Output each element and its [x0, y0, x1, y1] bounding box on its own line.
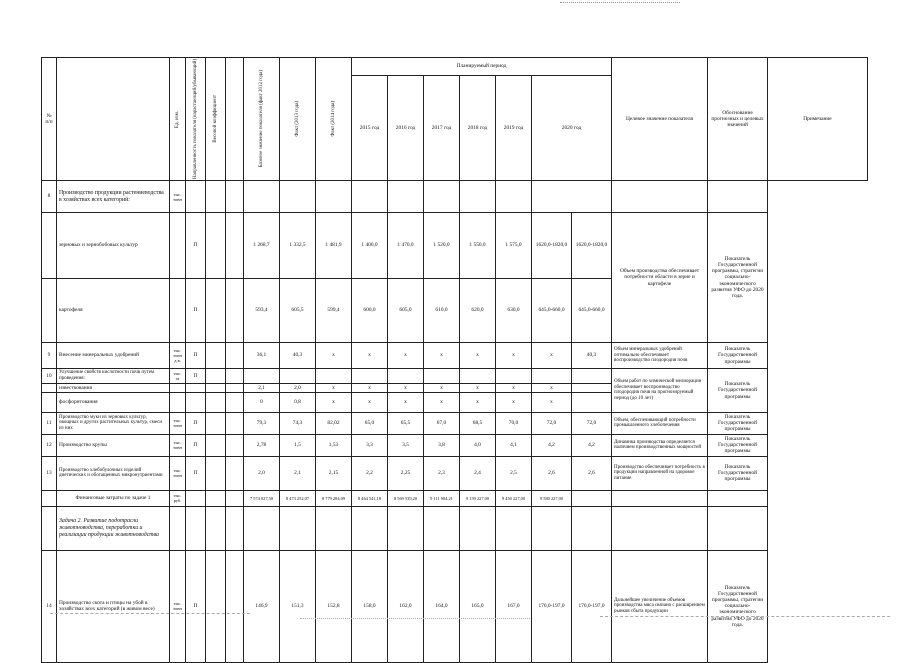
row-y2019: 9 450 227,00 [496, 490, 532, 506]
year-2019: 2019 год [496, 75, 532, 180]
row-y2015: 600,0 [352, 279, 388, 343]
row-unit: тыс. тонн [170, 434, 186, 456]
row-y2015: х [352, 343, 388, 369]
row-name: Производство хлебобулочных изделий диетических и обогащенных микронутриентами [57, 456, 170, 490]
header-blank [226, 58, 244, 181]
row-y2018: 1 550,0 [460, 213, 496, 279]
row-fact2014: 152,8 [316, 550, 352, 662]
row-justification: Динамика производства определяется наличием производственных мощностей [612, 434, 708, 456]
header-weight: Весовой коэффициент [206, 58, 226, 181]
row-unit: тыс. тонн [170, 412, 186, 434]
row-y2018: х [460, 392, 496, 412]
row-fact2014: х [316, 343, 352, 369]
row-y2016: 2,25 [388, 456, 424, 490]
row-base: 2,1 [244, 383, 280, 392]
table-row [42, 506, 868, 550]
row-y2015: 1 400,0 [352, 213, 388, 279]
row-y2020: 72,0 [532, 412, 572, 434]
table-row [42, 369, 868, 384]
table-row [42, 412, 868, 434]
header-name [57, 58, 170, 181]
year-2015: 2015 год [352, 75, 388, 180]
header-unit: Ед. изм. [170, 58, 186, 181]
row-y2020: 1620,0-1820,0 [532, 213, 572, 279]
row-fact2014: х [316, 392, 352, 412]
row-base: 593,4 [244, 279, 280, 343]
row-justification: Объем работ по химической мелиорации обеспечивает воспроизводство плодородия почв на прогнозируемый период (до 10 лет) [612, 369, 708, 413]
row-y2020: х [532, 343, 572, 369]
row-fact2013: 1,5 [280, 434, 316, 456]
row-y2017: 164,0 [424, 550, 460, 662]
row-target: 1620,0-1820,0 [572, 213, 612, 279]
row-y2020: х [532, 383, 572, 392]
row-y2017: 3,8 [424, 434, 460, 456]
scan-mark-top [560, 2, 680, 4]
row-name: Производство муки из зерновых культур, овощных и других растительных культур, смеси из них [57, 412, 170, 434]
row-name: Производство скота и птицы на убой в хозяйствах всех категорий (в живом весе) [57, 550, 170, 662]
row-fact2013: 8 473 252,07 [280, 490, 316, 506]
row-direction: П [186, 343, 206, 369]
table-row [42, 490, 868, 506]
row-unit: тыс. га [170, 369, 186, 384]
row-direction: П [186, 279, 206, 343]
table-row [42, 434, 868, 456]
row-name: Улучшение свойств кислотности почв путем проведения: [57, 369, 170, 384]
table-row [42, 343, 868, 369]
row-note: Показатель Государственной программы [708, 343, 768, 369]
row-y2016: 162,0 [388, 550, 424, 662]
row-fact2013: 605,5 [280, 279, 316, 343]
task-heading: Задача 2. Развитие подотрасли животноводства, переработки и реализации продукции животноводства [57, 506, 170, 550]
row-note: Показатель Государственной программы [708, 369, 768, 413]
row-direction: П [186, 456, 206, 490]
row-name: Производство продукции растениеводства в хозяйствах всех категорий: [57, 181, 170, 213]
row-y2017: 1 520,0 [424, 213, 460, 279]
row-y2018: 620,0 [460, 279, 496, 343]
row-base: 146,9 [244, 550, 280, 662]
header-direction: Направленность показателя (нарастающий/убывающий) [186, 58, 206, 181]
row-target: 72,0 [572, 412, 612, 434]
row-direction: П [186, 412, 206, 434]
row-y2017: 610,0 [424, 279, 460, 343]
row-fact2013: 2,1 [280, 456, 316, 490]
row-y2018: 2,4 [460, 456, 496, 490]
row-y2018: 68,5 [460, 412, 496, 434]
row-y2020: 9 580 227,00 [532, 490, 572, 506]
row-y2015: 158,0 [352, 550, 388, 662]
row-y2016: х [388, 383, 424, 392]
row-y2017: х [424, 392, 460, 412]
row-name: Финансовые затраты по задаче 1 [57, 490, 170, 506]
row-name: Производство крупы [57, 434, 170, 456]
row-base: 79,3 [244, 412, 280, 434]
row-direction: П [186, 213, 206, 279]
row-y2015: 3,3 [352, 434, 388, 456]
year-2018: 2018 год [460, 75, 496, 180]
header-base: Базовое значение показателя (факт 2012 года) [244, 58, 280, 181]
row-y2018: х [460, 343, 496, 369]
row-unit: тыс. руб. [170, 490, 186, 506]
row-fact2014: х [316, 383, 352, 392]
header-note: Примечание [768, 58, 868, 181]
row-direction: П [186, 434, 206, 456]
row-note: Показатель Государственной программы [708, 412, 768, 434]
header-fact2013: Факт (2013 года) [280, 58, 316, 181]
row-name: фосфоритования [57, 392, 170, 412]
scan-mark-bottom-right [600, 616, 890, 618]
header-period: Планируемый период [352, 58, 612, 76]
row-y2017: 2,3 [424, 456, 460, 490]
row-y2019: 4,1 [496, 434, 532, 456]
row-unit: тыс. тонн [170, 550, 186, 662]
indicators-table [41, 57, 868, 663]
table-row [42, 550, 868, 662]
row-y2016: х [388, 343, 424, 369]
row-target: 2,6 [572, 456, 612, 490]
row-justification: Объем, обеспечивающий потребности промышленного хлебопечения [612, 412, 708, 434]
year-2020: 2020 год [532, 75, 612, 180]
row-y2015: 8 464 541,18 [352, 490, 388, 506]
row-target: 645,0-660,0 [572, 279, 612, 343]
row-num: 9 [42, 343, 57, 369]
row-fact2014: 1,53 [316, 434, 352, 456]
row-target: 170,0-197,0 [572, 550, 612, 662]
row-y2015: 2,2 [352, 456, 388, 490]
row-justification: Объем производства обеспечивает потребности области в зерне и картофеле [612, 213, 708, 343]
row-base: 2,0 [244, 456, 280, 490]
row-num: 10 [42, 369, 57, 384]
row-y2016: 605,0 [388, 279, 424, 343]
row-y2019: 167,0 [496, 550, 532, 662]
row-y2016: 65,5 [388, 412, 424, 434]
scan-mark-bottom-mid [300, 618, 530, 620]
row-y2016: 3,5 [388, 434, 424, 456]
row-note: Показатель Государственной программы, стратегии социально-экономического развития УФО до 2020 года. [708, 213, 768, 343]
row-num: 13 [42, 456, 57, 490]
row-y2015: х [352, 383, 388, 392]
row-base: 1 268,7 [244, 213, 280, 279]
row-base: 2,78 [244, 434, 280, 456]
row-y2018: 4,0 [460, 434, 496, 456]
row-y2019: 70,0 [496, 412, 532, 434]
row-y2020: х [532, 392, 572, 412]
year-2017: 2017 год [424, 75, 460, 180]
row-y2020: 645,0-660,0 [532, 279, 572, 343]
row-fact2013: 2,0 [280, 383, 316, 392]
row-y2017: 9 111 904,21 [424, 490, 460, 506]
row-y2019: х [496, 392, 532, 412]
row-unit: тыс. тонн д.в. [170, 343, 186, 369]
row-name: зерновых и зернобобовых культур [57, 213, 170, 279]
row-fact2013: 40,3 [280, 343, 316, 369]
row-y2019: х [496, 343, 532, 369]
row-num: 12 [42, 434, 57, 456]
row-y2019: 1 575,0 [496, 213, 532, 279]
header-fact2014: Факт (2014 года) [316, 58, 352, 181]
header-justification: Обоснование прогнозных и целевых значений [708, 58, 768, 181]
row-fact2013: 1 332,5 [280, 213, 316, 279]
row-num: 14 [42, 550, 57, 662]
row-unit: тыс. тонн [170, 181, 186, 213]
row-y2016: 8 569 539,20 [388, 490, 424, 506]
row-name: картофеля [57, 279, 170, 343]
row-base: 0 [244, 392, 280, 412]
year-2016: 2016 год [388, 75, 424, 180]
row-note: Показатель Государственной программы [708, 456, 768, 490]
row-fact2013: 151,3 [280, 550, 316, 662]
table-row [42, 181, 868, 213]
row-note: Показатель Государственной программы, стратегии социально-экономического развития УФО до 2020 года. [708, 550, 768, 662]
row-direction: П [186, 369, 206, 384]
row-fact2013: 0,8 [280, 392, 316, 412]
row-y2016: х [388, 392, 424, 412]
row-y2015: х [352, 392, 388, 412]
row-y2017: х [424, 343, 460, 369]
row-num: 11 [42, 412, 57, 434]
scan-mark-bottom-left [50, 613, 250, 615]
row-y2015: 65,0 [352, 412, 388, 434]
row-y2018: х [460, 383, 496, 392]
row-y2018: 9 159 227,00 [460, 490, 496, 506]
header-num: № п/п [42, 58, 57, 181]
row-fact2014: 82,02 [316, 412, 352, 434]
row-name: известкования [57, 383, 170, 392]
row-num: 8 [42, 181, 57, 213]
row-y2019: 630,0 [496, 279, 532, 343]
row-justification: Производство обеспечивает потребность в продукции направленной на здоровое питание [612, 456, 708, 490]
table-row [42, 456, 868, 490]
row-target: 40,3 [572, 343, 612, 369]
row-base: 36,1 [244, 343, 280, 369]
row-fact2014: 2,15 [316, 456, 352, 490]
row-base: 7 574 027,58 [244, 490, 280, 506]
table-row [42, 213, 868, 279]
row-fact2013: 74,3 [280, 412, 316, 434]
row-y2020: 4,2 [532, 434, 572, 456]
row-y2018: 165,0 [460, 550, 496, 662]
row-fact2014: 1 481,9 [316, 213, 352, 279]
row-note: Показатель Государственной программы [708, 434, 768, 456]
row-y2020: 170,0-197,0 [532, 550, 572, 662]
row-direction: П [186, 550, 206, 662]
row-justification: Объем минеральных удобрений оптимально обеспечивает воспроизводство плодородия почв [612, 343, 708, 369]
row-fact2014: 8 779 284,09 [316, 490, 352, 506]
row-unit: тыс. тонн [170, 456, 186, 490]
row-y2017: 67,0 [424, 412, 460, 434]
row-y2016: 1 470,0 [388, 213, 424, 279]
header-target: Целевое значение показателя [612, 58, 708, 181]
row-fact2014: 599,4 [316, 279, 352, 343]
row-y2019: х [496, 383, 532, 392]
row-name: Внесение минеральных удобрений [57, 343, 170, 369]
row-y2019: 2,5 [496, 456, 532, 490]
row-target: 4,2 [572, 434, 612, 456]
row-y2020: 2,6 [532, 456, 572, 490]
row-justification: Дальнейшее увеличение объемов производства мяса связано с расширением рынков сбыта продукции [612, 550, 708, 662]
row-y2017: х [424, 383, 460, 392]
